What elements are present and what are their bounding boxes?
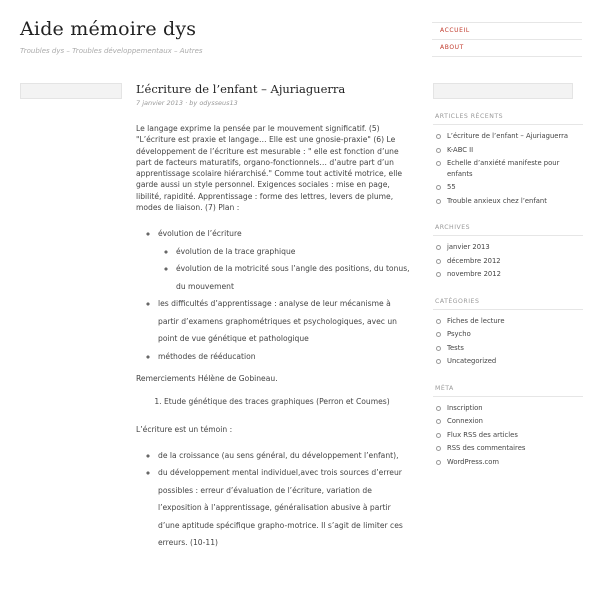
list-item: ◦ évolution de la trace graphique bbox=[176, 243, 410, 261]
sidebar-link[interactable]: novembre 2012 bbox=[433, 269, 583, 280]
plan-item-text: évolution de l’écriture bbox=[158, 229, 242, 239]
widget-title: MÉTA bbox=[433, 381, 583, 397]
nav-accueil[interactable]: ACCUEIL bbox=[432, 22, 582, 40]
sidebar-link[interactable]: Uncategorized bbox=[433, 356, 583, 367]
sidebar-link[interactable]: 55 bbox=[433, 182, 583, 193]
sidebar-link[interactable]: RSS des commentaires bbox=[433, 443, 583, 454]
list-item: ◦ évolution de la motricité sous l’angle des positions, du tonus, du mouvement bbox=[176, 260, 410, 295]
widget-title: CATÉGORIES bbox=[433, 294, 583, 310]
archives-widget bbox=[433, 220, 583, 280]
site-description: Troubles dys – Troubles développementaux – Autres bbox=[20, 47, 203, 55]
sidebar-link[interactable]: K-ABC II bbox=[433, 145, 583, 156]
site-title[interactable]: Aide mémoire dys bbox=[20, 18, 197, 40]
thanks-text: Remerciements Hélène de Gobineau. bbox=[136, 374, 278, 384]
sidebar-link[interactable]: janvier 2013 bbox=[433, 242, 583, 253]
sidebar-link[interactable]: Fiches de lecture bbox=[433, 316, 583, 327]
sidebar-link[interactable]: Flux RSS des articles bbox=[433, 430, 583, 441]
plan-sublist bbox=[158, 243, 410, 296]
post-content bbox=[136, 123, 410, 552]
left-widget-box bbox=[20, 83, 122, 99]
top-navigation bbox=[432, 22, 582, 57]
widget-title: ARCHIVES bbox=[433, 220, 583, 236]
sidebar-link[interactable]: WordPress.com bbox=[433, 457, 583, 468]
sidebar-link[interactable]: Echelle d’anxiété manifeste pour enfants bbox=[433, 158, 583, 179]
list-item: ◦ du développement mental individuel,avec trois sources d’erreur possibles : erreur d’évaluation de l’écriture, variation de l’exposition à l’apprentissage, généralisation abusive à partir d’une aptitude spécifique grapho-motrice. Il s’agit de limiter ces erreurs. (10-11) bbox=[158, 464, 410, 552]
sidebar-link[interactable]: Psycho bbox=[433, 329, 583, 340]
temoin-intro: L’écriture est un témoin : bbox=[136, 424, 233, 434]
sidebar-link[interactable]: Trouble anxieux chez l’enfant bbox=[433, 196, 583, 207]
ordered-list bbox=[136, 395, 410, 409]
meta-widget bbox=[433, 381, 583, 468]
post-title[interactable]: L’écriture de l’enfant – Ajuriaguerra bbox=[136, 82, 346, 96]
post-by: · by bbox=[185, 99, 198, 107]
list-item: ◦ de la croissance (au sens général, du développement l’enfant), bbox=[158, 447, 410, 465]
sidebar bbox=[433, 109, 583, 481]
list-item: ◦ les difficultés d’apprentissage : analyse de leur mécanisme à partir d’examens graphométriques et psychologiques, avec un point de vue génétique et pathologique bbox=[158, 295, 410, 348]
post-meta bbox=[136, 99, 238, 107]
categories-widget bbox=[433, 294, 583, 367]
list-item bbox=[158, 225, 410, 295]
post-intro: Le langage exprime la pensée par le mouvement significatif. (5) "L’écriture est praxie et langage… Elle est une gnosie-praxie" (6) Le développement de l’écriture est mesurable : " elle est fonction d’une part de facteurs maturatifs, organo-fonctionnels… d’autre part d’un apprentissage scolaire hiérarchisé." Comme tout activité motrice, elle garde aussi un style personnel. Exigences sociales : mise en page, libilité, rapidité. Apprentissage : forme des lettres, levers de plume, modes de liaison. (7) Plan : bbox=[136, 124, 403, 213]
sidebar-link[interactable]: Connexion bbox=[433, 416, 583, 427]
temoin-list bbox=[136, 447, 410, 552]
post-date[interactable]: 7 janvier 2013 bbox=[136, 99, 184, 107]
sidebar-link[interactable]: Inscription bbox=[433, 403, 583, 414]
sidebar-link[interactable]: décembre 2012 bbox=[433, 256, 583, 267]
list-item: ◦ méthodes de rééducation bbox=[158, 348, 410, 366]
sidebar-link[interactable]: Tests bbox=[433, 343, 583, 354]
post-author[interactable]: odysseus13 bbox=[199, 99, 238, 107]
sidebar-link[interactable]: L’écriture de l’enfant – Ajuriaguerra bbox=[433, 131, 583, 142]
list-item: 1. Etude génétique des traces graphiques (Perron et Coumes) bbox=[164, 395, 410, 409]
nav-about[interactable]: ABOUT bbox=[432, 40, 582, 57]
search-input[interactable] bbox=[433, 83, 573, 99]
widget-title: ARTICLES RÉCENTS bbox=[433, 109, 583, 125]
recent-posts-widget bbox=[433, 109, 583, 206]
plan-list bbox=[136, 225, 410, 365]
